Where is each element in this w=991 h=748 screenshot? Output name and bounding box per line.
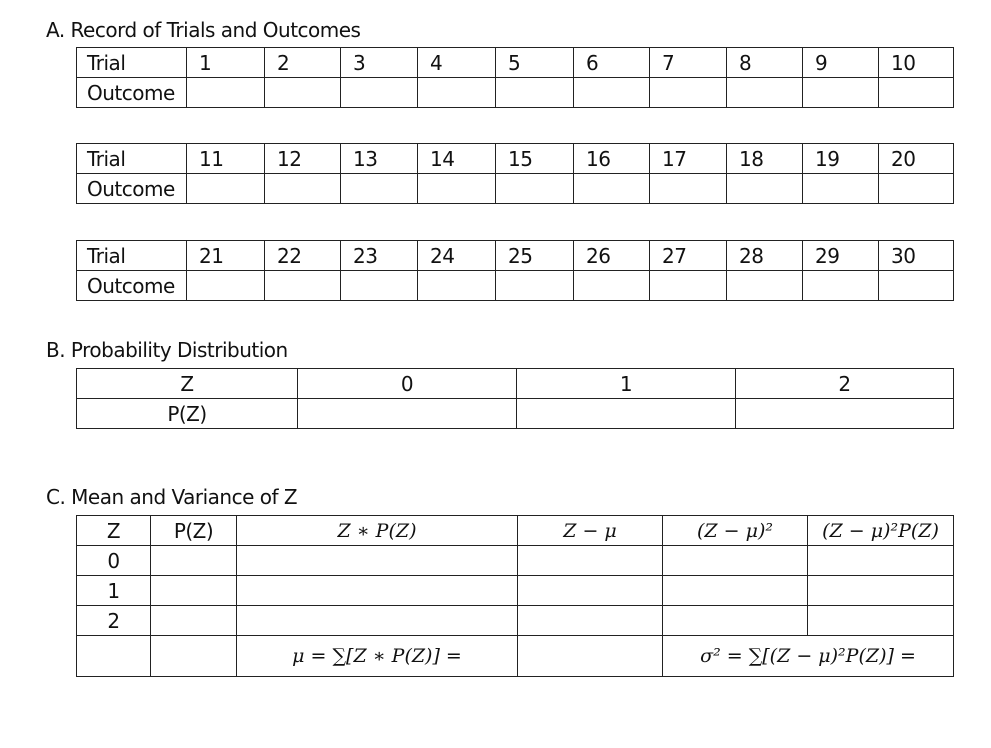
section-b-heading: B. Probability Distribution — [46, 338, 288, 362]
z-value-cell: 2 — [77, 606, 151, 636]
trial-number-cell: 8 — [727, 48, 803, 78]
outcome-cell[interactable] — [650, 174, 727, 204]
trial-number-cell: 22 — [265, 241, 341, 271]
z-value-cell: 2 — [736, 369, 954, 399]
header-z-times-pz: Z ∗ P(Z) — [237, 516, 518, 546]
outcome-cell[interactable] — [496, 174, 574, 204]
trial-number-cell: 4 — [418, 48, 496, 78]
pz-label-cell: P(Z) — [77, 399, 298, 429]
outcome-cell[interactable] — [650, 78, 727, 108]
trial-row-label: Trial — [77, 48, 187, 78]
outcome-cell[interactable] — [341, 271, 418, 301]
variance-formula[interactable]: σ² = ∑[(Z − μ)²P(Z)] = — [663, 636, 954, 677]
trial-number-cell: 13 — [341, 144, 418, 174]
header-z-minus-mu: Z − μ — [518, 516, 663, 546]
outcome-cell[interactable] — [187, 271, 265, 301]
trial-number-cell: 21 — [187, 241, 265, 271]
answer-cell[interactable] — [237, 546, 518, 576]
z-value-cell: 1 — [517, 369, 736, 399]
z-header-cell: Z — [77, 369, 298, 399]
answer-cell[interactable] — [808, 606, 954, 636]
trial-number-cell: 30 — [879, 241, 954, 271]
outcome-cell[interactable] — [574, 174, 650, 204]
outcome-cell[interactable] — [727, 78, 803, 108]
z-value-cell: 1 — [77, 576, 151, 606]
outcome-cell[interactable] — [187, 174, 265, 204]
trial-number-cell: 23 — [341, 241, 418, 271]
outcome-cell[interactable] — [650, 271, 727, 301]
outcome-cell[interactable] — [187, 78, 265, 108]
trial-number-cell: 12 — [265, 144, 341, 174]
mean-variance-table — [76, 515, 954, 677]
header-z: Z — [77, 516, 151, 546]
trial-number-cell: 10 — [879, 48, 954, 78]
trial-number-cell: 11 — [187, 144, 265, 174]
header-squared-deviation: (Z − μ)² — [663, 516, 808, 546]
trial-number-cell: 20 — [879, 144, 954, 174]
answer-cell[interactable] — [518, 576, 663, 606]
blank-cell — [518, 636, 663, 677]
outcome-cell[interactable] — [496, 78, 574, 108]
header-pz: P(Z) — [151, 516, 237, 546]
trial-number-cell: 19 — [803, 144, 879, 174]
outcome-cell[interactable] — [879, 174, 954, 204]
outcome-cell[interactable] — [341, 174, 418, 204]
answer-cell[interactable] — [663, 606, 808, 636]
trial-number-cell: 17 — [650, 144, 727, 174]
trial-number-cell: 5 — [496, 48, 574, 78]
outcome-cell[interactable] — [265, 271, 341, 301]
blank-cell — [151, 636, 237, 677]
section-c-heading: C. Mean and Variance of Z — [46, 485, 298, 509]
outcome-cell[interactable] — [803, 271, 879, 301]
section-a-heading: A. Record of Trials and Outcomes — [46, 18, 361, 42]
trial-number-cell: 24 — [418, 241, 496, 271]
outcome-cell[interactable] — [803, 174, 879, 204]
z-value-cell: 0 — [298, 369, 517, 399]
answer-cell[interactable] — [808, 576, 954, 606]
probability-distribution-table — [76, 368, 954, 429]
outcome-cell[interactable] — [879, 271, 954, 301]
answer-cell[interactable] — [518, 546, 663, 576]
outcome-cell[interactable] — [803, 78, 879, 108]
trial-table-3 — [76, 240, 954, 301]
answer-cell[interactable] — [151, 576, 237, 606]
trial-number-cell: 18 — [727, 144, 803, 174]
mean-formula[interactable]: μ = ∑[Z ∗ P(Z)] = — [237, 636, 518, 677]
outcome-cell[interactable] — [727, 174, 803, 204]
answer-cell[interactable] — [518, 606, 663, 636]
trial-number-cell: 15 — [496, 144, 574, 174]
trial-number-cell: 6 — [574, 48, 650, 78]
trial-table-1 — [76, 47, 954, 108]
outcome-cell[interactable] — [879, 78, 954, 108]
pz-value-cell[interactable] — [736, 399, 954, 429]
outcome-cell[interactable] — [341, 78, 418, 108]
outcome-cell[interactable] — [418, 78, 496, 108]
outcome-cell[interactable] — [418, 271, 496, 301]
trial-number-cell: 14 — [418, 144, 496, 174]
trial-table-2 — [76, 143, 954, 204]
answer-cell[interactable] — [151, 606, 237, 636]
outcome-row-label: Outcome — [77, 78, 187, 108]
trial-number-cell: 9 — [803, 48, 879, 78]
trial-number-cell: 27 — [650, 241, 727, 271]
trial-number-cell: 16 — [574, 144, 650, 174]
answer-cell[interactable] — [808, 546, 954, 576]
answer-cell[interactable] — [237, 576, 518, 606]
outcome-cell[interactable] — [574, 271, 650, 301]
trial-number-cell: 1 — [187, 48, 265, 78]
pz-value-cell[interactable] — [298, 399, 517, 429]
pz-value-cell[interactable] — [517, 399, 736, 429]
trial-number-cell: 3 — [341, 48, 418, 78]
trial-number-cell: 29 — [803, 241, 879, 271]
answer-cell[interactable] — [663, 576, 808, 606]
trial-row-label: Trial — [77, 241, 187, 271]
trial-number-cell: 25 — [496, 241, 574, 271]
z-value-cell: 0 — [77, 546, 151, 576]
outcome-row-label: Outcome — [77, 271, 187, 301]
trial-row-label: Trial — [77, 144, 187, 174]
answer-cell[interactable] — [151, 546, 237, 576]
outcome-cell[interactable] — [418, 174, 496, 204]
outcome-row-label: Outcome — [77, 174, 187, 204]
blank-cell — [77, 636, 151, 677]
trial-number-cell: 7 — [650, 48, 727, 78]
outcome-cell[interactable] — [727, 271, 803, 301]
outcome-cell[interactable] — [574, 78, 650, 108]
outcome-cell[interactable] — [496, 271, 574, 301]
trial-number-cell: 26 — [574, 241, 650, 271]
answer-cell[interactable] — [237, 606, 518, 636]
outcome-cell[interactable] — [265, 174, 341, 204]
trial-number-cell: 28 — [727, 241, 803, 271]
answer-cell[interactable] — [663, 546, 808, 576]
trial-number-cell: 2 — [265, 48, 341, 78]
outcome-cell[interactable] — [265, 78, 341, 108]
header-weighted-squared-deviation: (Z − μ)²P(Z) — [808, 516, 954, 546]
